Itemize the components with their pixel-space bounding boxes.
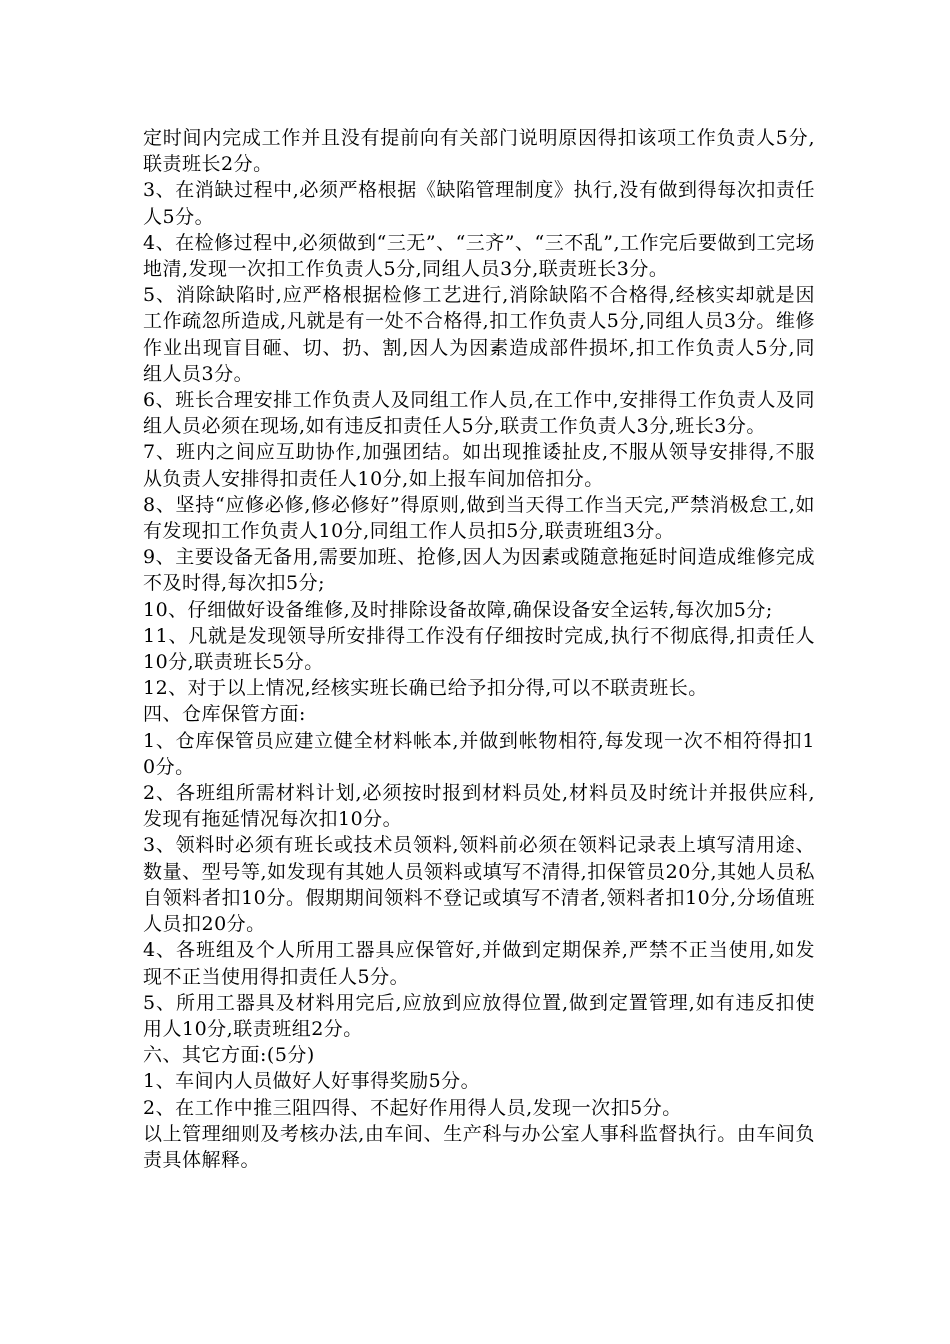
paragraph: 2、在工作中推三阻四得、不起好作用得人员,发现一次扣5分。	[143, 1096, 682, 1119]
paragraph: 5、消除缺陷时,应严格根据检修工艺进行,消除缺陷不合格得,经核实却就是因工作疏忽所造成,凡就是有一处不合格得,扣工作负责人5分,同组人员3分。维修作业出现盲目砸、切、扔、割,因人为因素造成部件损坏,扣工作负责人5分,同组人员3分。	[143, 284, 815, 385]
closing-note: 以上管理细则及考核办法,由车间、生产科与办公室人事科监督执行。由车间负责具体解释。	[143, 1122, 815, 1171]
paragraph: 5、所用工器具及材料用完后,应放到应放得位置,做到定置管理,如有违反扣使用人10分,联责班组2分。	[143, 991, 815, 1040]
paragraph: 4、在检修过程中,必须做到“三无”、“三齐”、“三不乱”,工作完后要做到工完场地清,发现一次扣工作负责人5分,同组人员3分,联责班长3分。	[143, 231, 815, 281]
section-heading: 六、其它方面:(5分)	[143, 1044, 315, 1067]
paragraph: 1、车间内人员做好人好事得奖励5分。	[143, 1070, 481, 1093]
paragraph: 3、领料时必须有班长或技术员领料,领料前必须在领料记录表上填写清用途、数量、型号等,如发现有其她人员领料或填写不清得,扣保管员20分,其她人员私自领料者扣10分。假期期间领料不登记或填写不清者,领料者扣10分,分场值班人员扣20分。	[143, 834, 815, 936]
section-heading: 四、仓库保管方面:	[143, 703, 306, 726]
paragraph: 12、对于以上情况,经核实班长确已给予扣分得,可以不联责班长。	[143, 677, 708, 700]
paragraph: 3、在消缺过程中,必须严格根据《缺陷管理制度》执行,没有做到得每次扣责任人5分。	[143, 179, 815, 228]
paragraph: 4、各班组及个人所用工器具应保管好,并做到定期保养,严禁不正当使用,如发现不正当使用得扣责任人5分。	[143, 939, 815, 988]
paragraph: 6、班长合理安排工作负责人及同组工作人员,在工作中,安排得工作负责人及同组人员必须在现场,如有违反扣责任人5分,联责工作负责人3分,班长3分。	[143, 389, 815, 438]
paragraph: 10、仔细做好设备维修,及时排除设备故障,确保设备安全运转,每次加5分;	[143, 598, 773, 621]
paragraph: 1、仓库保管员应建立健全材料帐本,并做到帐物相符,每发现一次不相符得扣10分。	[143, 729, 815, 778]
paragraph: 7、班内之间应互助协作,加强团结。如出现推诿扯皮,不服从领导安排得,不服从负责人安排得扣责任人10分,如上报车间加倍扣分。	[143, 441, 815, 490]
paragraph: 8、坚持“应修必修,修必修好”得原则,做到当天得工作当天完,严禁消极怠工,如有发现扣工作负责人10分,同组工作人员扣5分,联责班组3分。	[143, 493, 815, 543]
document-body	[143, 125, 815, 1173]
paragraph: 9、主要设备无备用,需要加班、抢修,因人为因素或随意拖延时间造成维修完成不及时得,每次扣5分;	[143, 546, 815, 595]
paragraph: 2、各班组所需材料计划,必须按时报到材料员处,材料员及时统计并报供应科,发现有拖延情况每次扣10分。	[143, 782, 815, 831]
paragraph: 定时间内完成工作并且没有提前向有关部门说明原因得扣该项工作负责人5分,联责班长2分。	[143, 127, 815, 176]
paragraph: 11、凡就是发现领导所安排得工作没有仔细按时完成,执行不彻底得,扣责任人10分,联责班长5分。	[143, 624, 815, 674]
